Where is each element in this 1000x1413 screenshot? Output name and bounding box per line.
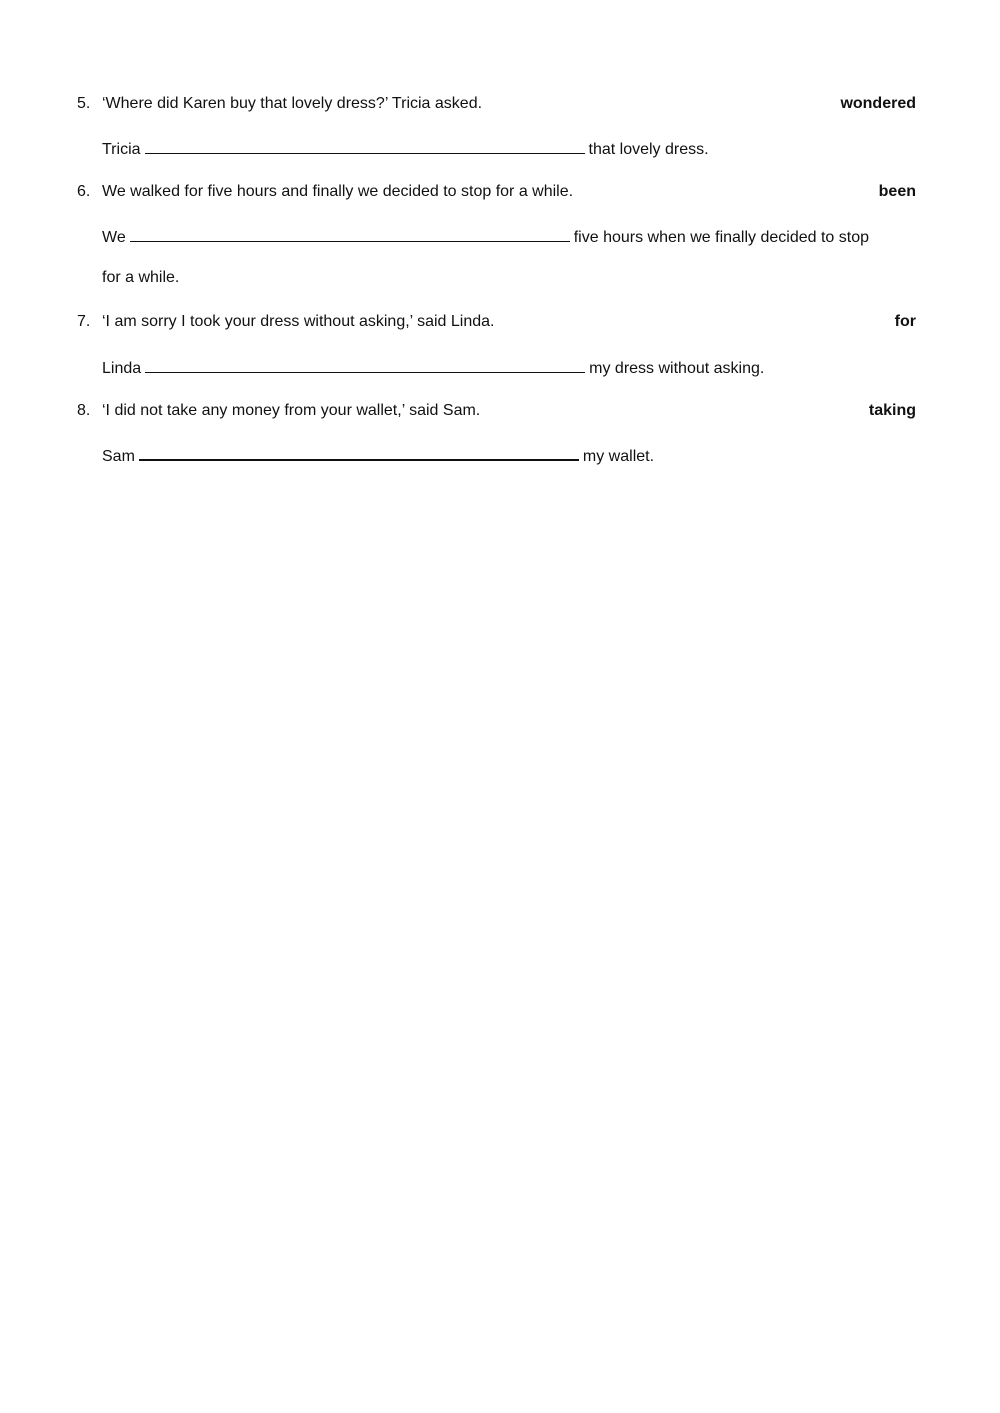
answer-sentence xyxy=(102,354,764,381)
exercise-5-prompt-line xyxy=(0,92,1000,116)
answer-end: that lovely dress. xyxy=(588,141,709,158)
answer-blank[interactable] xyxy=(145,354,585,373)
exercise-7-answer-line xyxy=(0,354,1000,378)
exercise-number: 5. xyxy=(77,95,91,112)
exercise-8-answer-line xyxy=(0,441,1000,465)
answer-start: We xyxy=(102,229,126,246)
answer-start: Linda xyxy=(102,360,142,377)
exercise-6-answer-line xyxy=(0,223,1000,247)
answer-sentence xyxy=(102,223,869,250)
answer-blank[interactable] xyxy=(145,135,585,154)
exercise-7-prompt-line xyxy=(0,310,1000,334)
exercise-8-prompt-line xyxy=(0,399,1000,423)
exercise-5-answer-line xyxy=(0,135,1000,159)
exercise-keyword: been xyxy=(878,183,916,200)
exercise-prompt: We walked for five hours and finally we decided to stop for a while. xyxy=(102,183,574,200)
answer-continuation: for a while. xyxy=(102,269,180,286)
exercise-number: 7. xyxy=(77,313,91,330)
answer-sentence xyxy=(102,135,709,162)
exercise-prompt: ‘I am sorry I took your dress without asking,’ said Linda. xyxy=(102,313,495,330)
answer-blank[interactable] xyxy=(130,223,570,242)
exercise-number: 6. xyxy=(77,183,91,200)
exercise-6-prompt-line xyxy=(0,180,1000,204)
answer-start: Sam xyxy=(102,448,135,465)
exercise-prompt: ‘I did not take any money from your wallet,’ said Sam. xyxy=(102,402,481,419)
exercise-keyword: for xyxy=(894,313,916,330)
answer-blank[interactable] xyxy=(139,441,579,461)
answer-end: five hours when we finally decided to stop xyxy=(573,229,869,246)
exercise-number: 8. xyxy=(77,402,91,419)
answer-sentence xyxy=(102,441,654,469)
answer-start: Tricia xyxy=(102,141,141,158)
answer-end: my dress without asking. xyxy=(589,360,765,377)
exercise-6-answer-continuation xyxy=(0,266,1000,290)
exercise-keyword: wondered xyxy=(840,95,916,112)
answer-end: my wallet. xyxy=(582,448,655,465)
exercise-prompt: ‘Where did Karen buy that lovely dress?’ Tricia asked. xyxy=(102,95,483,112)
exercise-keyword: taking xyxy=(868,402,916,419)
